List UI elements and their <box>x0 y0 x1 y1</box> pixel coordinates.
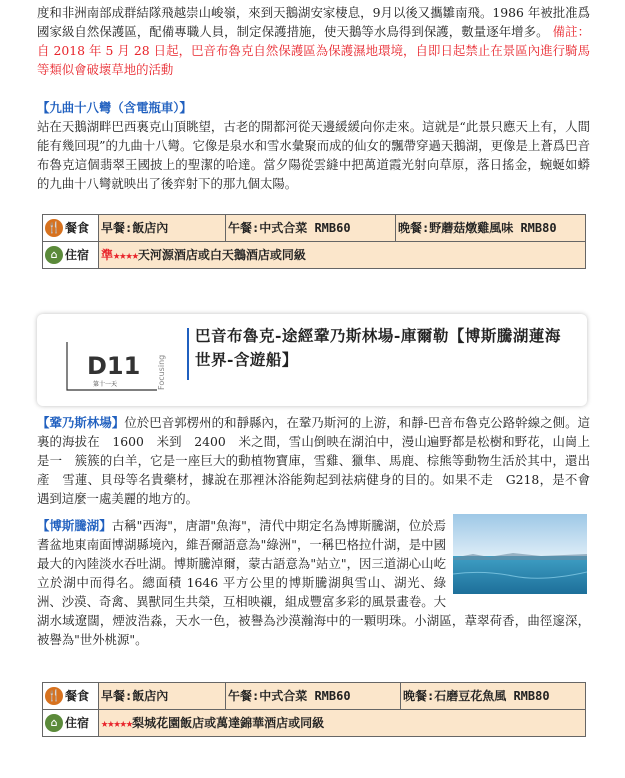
star-rating: ★★★★★ <box>101 715 133 730</box>
dinner-cell: 晚餐:野蘑菇燉雞風味 RMB80 <box>396 215 586 242</box>
stay-row <box>43 242 586 269</box>
day-banner <box>37 314 587 406</box>
section-bosten <box>37 516 590 649</box>
banner-title: 巴音布魯克-途經鞏乃斯林場-庫爾勒【博斯騰湖蓮海世界-含遊船】 <box>195 326 561 369</box>
meal-label-cell: 🍴 餐食 <box>43 683 99 710</box>
day-number: D11 <box>87 352 141 380</box>
stay-label-cell: ⌂ 住宿 <box>43 710 99 737</box>
utensils-icon: 🍴 <box>45 219 63 237</box>
section-gongnaisi-heading: 【鞏乃斯林場】 <box>37 415 125 430</box>
photo-spacer <box>446 516 590 596</box>
day-logo <box>61 324 171 396</box>
stay-cell: 準★★★★天河源酒店或白天鵝酒店或同級 <box>99 242 586 269</box>
dinner-cell: 晚餐:石磨豆花魚風 RMB80 <box>401 683 586 710</box>
stay-row <box>43 710 586 737</box>
focusing-label: Focusing <box>157 354 166 390</box>
meals-table-2 <box>42 682 586 737</box>
meals-table-1 <box>42 214 586 269</box>
lunch-cell: 午餐:中式合菜 RMB60 <box>226 215 396 242</box>
intro-paragraph <box>37 3 590 79</box>
meal-label-cell: 🍴 餐食 <box>43 215 99 242</box>
intro-note: 備註：自 2018 年 5 月 28 日起，巴音布魯克自然保護區為保護濕地環境，自即日起禁止在景區內進行騎馬等類似會破壞草地的活動 <box>37 24 591 77</box>
intro-text: 度和非洲南部成群結隊飛越崇山峻嶺，來到天鵝湖安家棲息，9月以後又攜雛南飛。1986 年被批准爲國家級自然保護區，配備專職人員，制定保護措施，使天鵝等水鳥得到保護，數量逐年增多。 <box>37 5 590 39</box>
breakfast-cell: 早餐:飯店內 <box>99 683 226 710</box>
section-gongnaisi-text: 位於巴音郭楞州的和靜縣內，在鞏乃斯河的上游，和靜-巴音布魯克公路幹線之側。這 裏的海拔在 1600 米到 2400 米之間，雪山倒映在湖泊中，漫山遍野都是松樹和野花，山崗上是一 簇簇的白羊，它是一座巨大的動植物寶庫，雪雞、獵隼、馬鹿、棕熊等動物生活於其中，還出產 雪蓮、貝母等名貴藥材，據說在那裡沐浴能夠起到祛病健身的目的。如果不走 G218，是不會遇到這麼一處美麗的地方的。 <box>37 415 603 506</box>
day-label: 第十一天 <box>93 381 118 388</box>
lunch-cell: 午餐:中式合菜 RMB60 <box>226 683 401 710</box>
meal-row <box>43 215 586 242</box>
meal-row <box>43 683 586 710</box>
section-jiuqu-heading: 【九曲十八彎（含電瓶車）】 <box>37 100 192 115</box>
bed-icon: ⌂ <box>45 714 63 732</box>
banner-accent-bar <box>187 328 189 380</box>
stay-cell: ★★★★★梨城花園飯店或萬達錦華酒店或同級 <box>99 710 586 737</box>
star-rating: ★★★★ <box>113 247 138 262</box>
stay-label-cell: ⌂ 住宿 <box>43 242 99 269</box>
breakfast-cell: 早餐:飯店內 <box>99 215 226 242</box>
section-bosten-heading: 【博斯騰湖】 <box>37 518 112 533</box>
section-bosten-text: 古稱"西海"，唐謂"魚海"，清代中期定名為博斯騰湖，位於焉耆盆地東南面博湖縣境內，維吾爾語意為"綠洲"，一稱巴格拉什湖，是中國最大的內陸淡水吞吐湖。博斯騰淖爾，蒙古語意為"站立"，因三道湖心山屹立於湖中而得名。總面積 1646 平方公里的博斯騰湖與雪山、湖光、綠洲、沙漠、奇禽、異獸同生共榮，互相映襯，組成豐富多彩的風景畫卷。大湖水域遼闊，煙波浩淼，天水一色，被譽為沙漠瀚海中的一顆明珠。小湖區，葦翠荷香，曲徑邃深，被譽為"世外桃源"。 <box>37 518 590 647</box>
section-jiuqu <box>37 98 590 193</box>
section-gongnaisi <box>37 413 603 508</box>
utensils-icon: 🍴 <box>45 687 63 705</box>
section-jiuqu-text: 站在天鵝湖畔巴西裏克山頂眺望，古老的開都河從天邊緩緩向你走來。這就是“此景只應天上有，人間能有幾回現”的九曲十八彎。它像是泉水和雪水彙聚而成的仙女的飄帶穿過天鵝湖，更像是上蒼爲巴音布魯克這個翡翠王國披上的聖潔的哈達。當夕陽從雲縫中把萬道霞光射向草原，落日搖金，蜿蜒如蟒的九曲十八彎就映出了後弈射下的那九個太陽。 <box>37 119 590 191</box>
bed-icon: ⌂ <box>45 246 63 264</box>
